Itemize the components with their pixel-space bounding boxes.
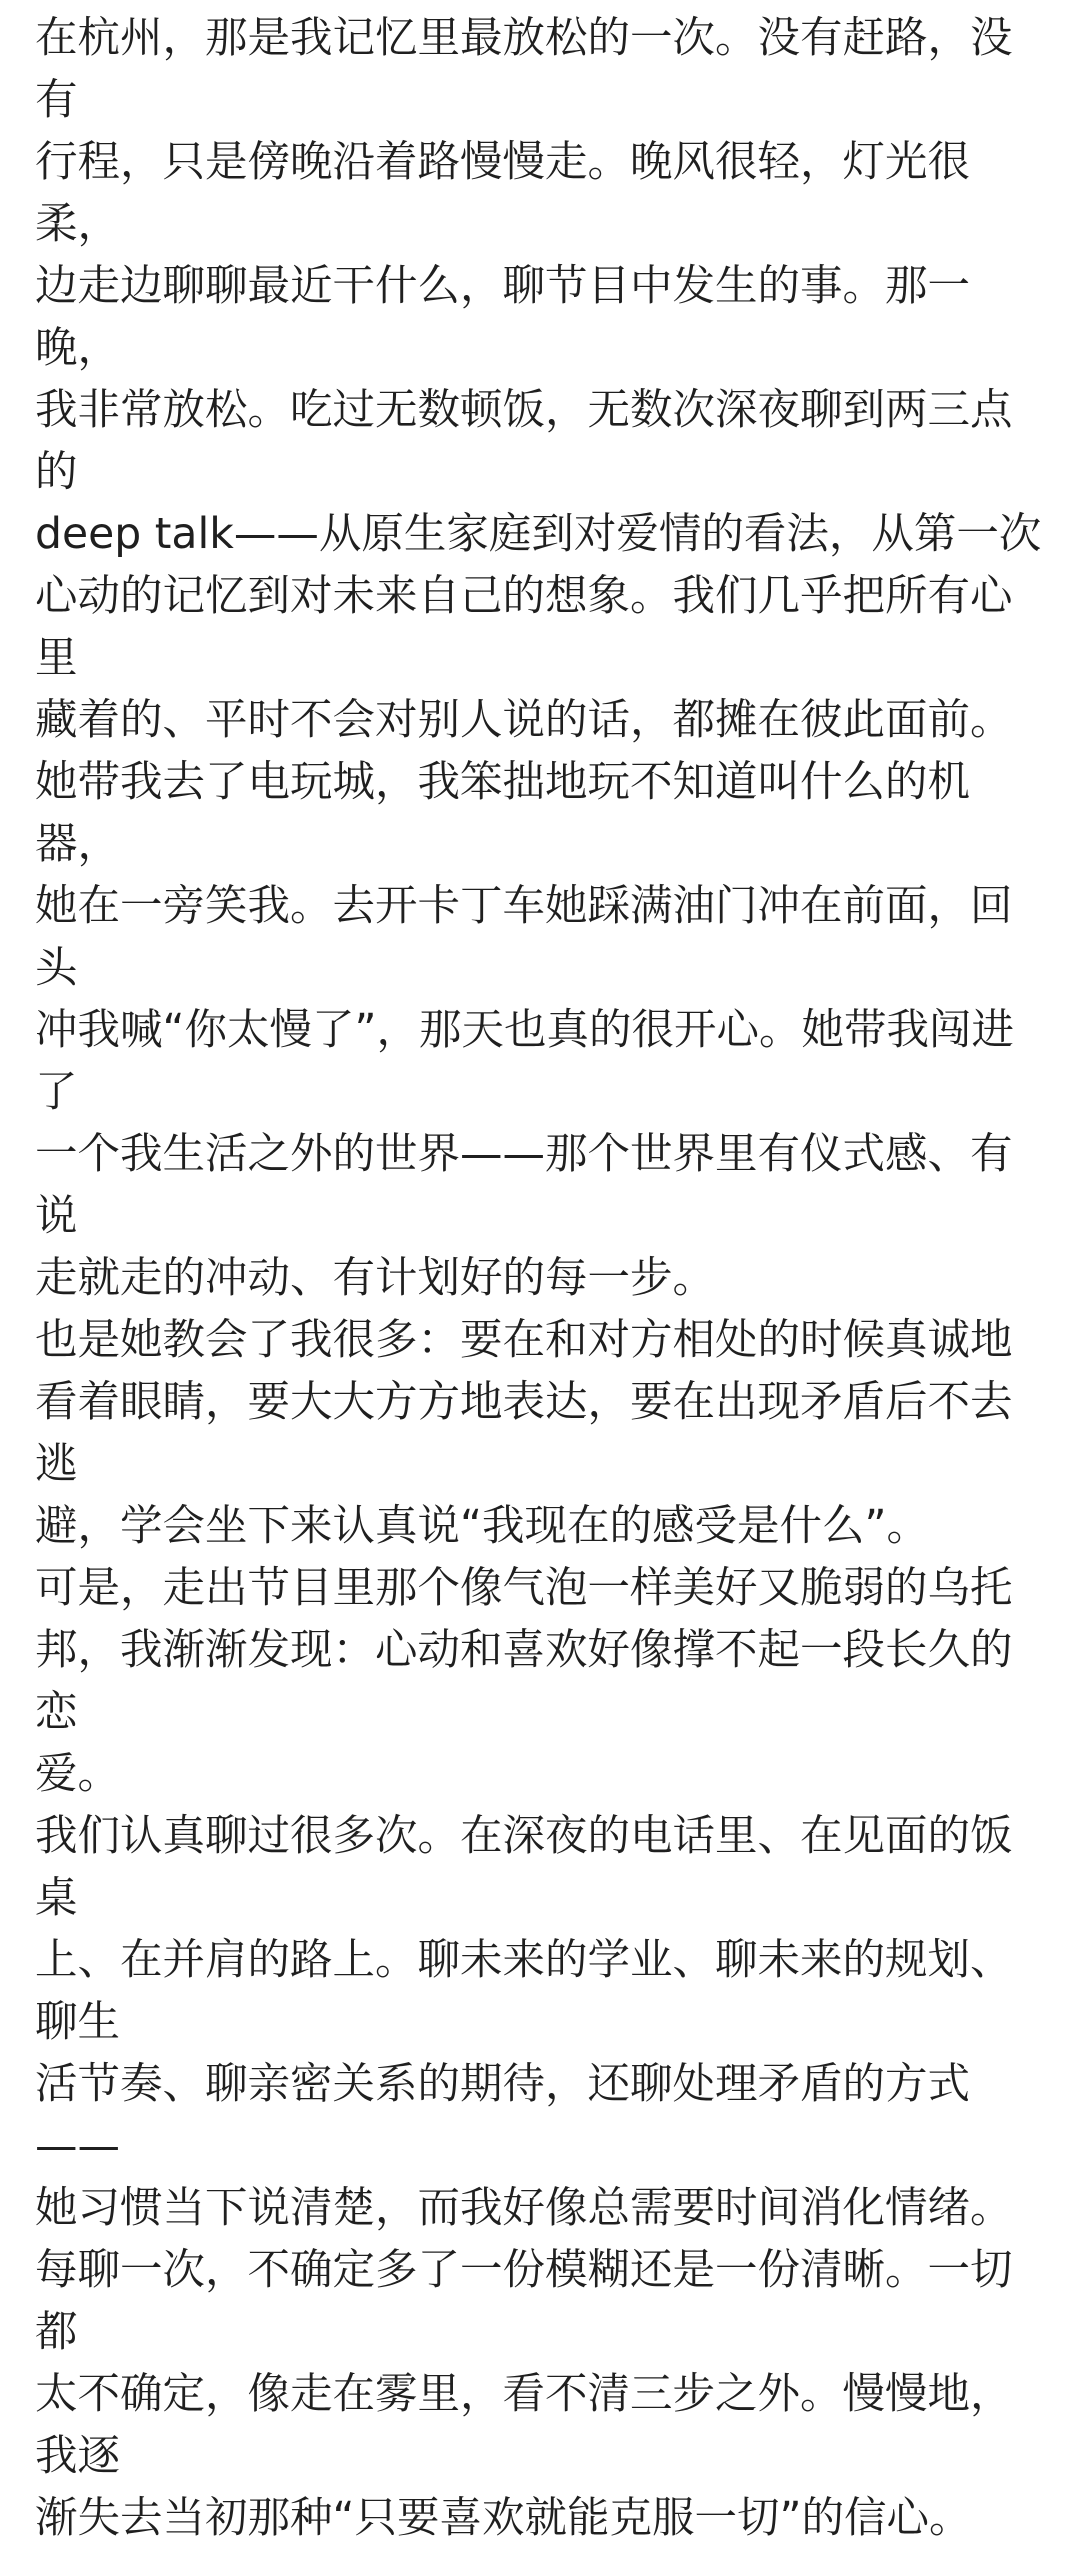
paragraph-arcade-go-kart: 她带我去了电玩城，我笨拙地玩不知道叫什么的机器， 她在一旁笑我。去开卡丁车她踩满油门冲在前面，回头 冲我喊“你太慢了”，那天也真的很开心。她带我闯进了 一个我生活之外的世界——那个世界里有仪式感、有说 走就走的冲动、有计划好的每一步。 [35,758,1015,1303]
paragraph-uncertainty: 每聊一次，不确定多了一份模糊还是一份清晰。一切都 太不确定，像走在雾里，看不清三步之外。慢慢地，我逐 渐失去当初那种“只要喜欢就能克服一切”的信心。 [35,2246,1013,2543]
paragraph-utopia-realization: 可是，走出节目里那个像气泡一样美好又脆弱的乌托 邦，我渐渐发现：心动和喜欢好像撑不起一段长久的恋 爱。 [35,1564,1013,1799]
paragraph-lessons-learned: 也是她教会了我很多：要在和对方相处的时候真诚地 看着眼睛，要大大方方地表达，要在出现矛盾后不去逃 避，学会坐下来认真说“我现在的感受是什么”。 [35,1316,1013,1551]
paragraph-serious-talks: 我们认真聊过很多次。在深夜的电话里、在见面的饭桌 上、在并肩的路上。聊未来的学业、聊未来的规划、聊生 活节奏、聊亲密关系的期待，还聊处理矛盾的方式—— 她习惯当下说清楚，而我好像总需要时间消化情绪。 [35,1812,1013,2233]
paragraph-hangzhou-walk: 在杭州，那是我记忆里最放松的一次。没有赶路，没有 行程，只是傍晚沿着路慢慢走。晚风很轻，灯光很柔， 边走边聊聊最近干什么，聊节目中发生的事。那一晚， 我非常放松。吃过无数顿饭，无数次深夜聊到两三点的 deep talk——从原生家庭到对爱情的看法，从第一次 心动的记忆到对未来自己的想象。我们几乎把所有心里 藏着的、平时不会对别人说的话，都摊在彼此面前。 [35,14,1042,745]
article-body [35,8,1045,2550]
